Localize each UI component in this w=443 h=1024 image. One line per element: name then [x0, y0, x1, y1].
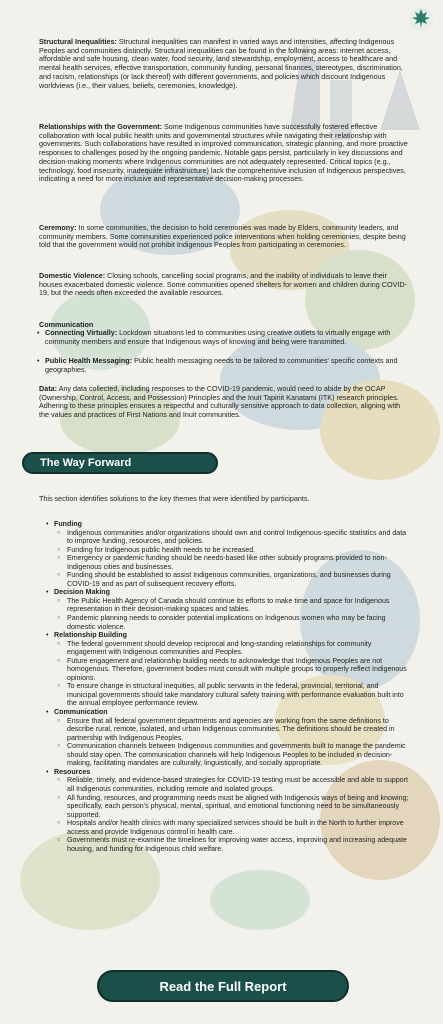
- way-forward-button[interactable]: The Way Forward: [22, 452, 218, 474]
- list-item: ○ Governments must re-examine the timelines for improving water access, improving and increasing adequate housing, and funding for Indigenous child welfare.: [54, 836, 409, 853]
- list-item: ○ Hospitals and/or health clinics with many specialized services should be built in the North to further improve access and provide Indigenous control in health care.: [54, 819, 409, 836]
- structural-inequalities-paragraph: Structural Inequalities: Structural inequalities can manifest in varied ways and intensities, affecting Indigenous Peoples and communities distinctly. Structural inequalities can be found in the following areas: internet access, affordable and safe housing, clean water, food security, land stewardship, employment, access to healthcare and mental health services, effective transportation, community funding, personal finances, stereotypes, discrimination, and racism, relationships (or lack thereof) with different governments, and policies which discount Indigenous worldviews (i.e., their values, beliefs, ceremonies, knowledge).: [39, 37, 403, 90]
- category-funding: • Funding: [54, 520, 409, 529]
- domestic-violence-paragraph: Domestic Violence: Closing schools, cancelling social programs, and the inability of individuals to leave their houses exacerbated domestic violence. Some communities opened shelters for women and children during COVID-19, but the needs often exceeded the available resources.: [39, 271, 407, 298]
- list-item: ○ Reliable, timely, and evidence-based strategies for COVID-19 testing must be accessible and able to support all Indigenous communities, including remote and isolated groups.: [54, 776, 409, 793]
- data-paragraph: Data: Any data collected, including responses to the COVID-19 pandemic, would need to abide by the OCAP (Ownership, Control, Access, and Possession) Principles and the Inuit Tapiriit Kanatami (ITK) research principles. Adhering to these principles ensures a respectful and culturally sensitive approach to data collection, aligning with the values and practices of First Nations and Inuit communities.: [39, 384, 401, 420]
- connecting-virtually-bullet: • Connecting Virtually: Lockdown situations led to communities using creative outlets to virtually engage with community members and ensure that Indigenous ways of knowing and being were transmitted.: [45, 329, 405, 346]
- way-forward-list: [54, 520, 409, 853]
- category-relationship-building: • Relationship Building: [54, 631, 409, 640]
- ceremony-paragraph: Ceremony: In some communities, the decision to hold ceremonies was made by Elders, community leaders, and community members. Some communities experienced police interventions when holding ceremonies, despite being told that the government would not prohibit Indigenous Peoples from participating in ceremonies.: [39, 223, 406, 250]
- government-relationships-paragraph: Relationships with the Government: Some Indigenous communities have successfully fostered effective collaboration with local public health units and governmental structures while navigating their relationship with governments. Such collaborations have resulted in improved communication, strategic planning, and more proactive responses to challenges posed by the ongoing pandemic. Notable gaps persist, particularly in key discussions and decision-making moments where Indigenous communities are not adequately represented. Critical topics (e.g., technology, food insecurity, inadequate infrastructure) lack the comprehensive inclusion of Indigenous perspectives, indicating a need for more inclusive and representative decision-making processes.: [39, 122, 408, 184]
- read-full-report-button[interactable]: Read the Full Report: [97, 970, 349, 1002]
- list-item: ○ Future engagement and relationship building needs to acknowledge that Indigenous Peoples are not homogenous. Therefore, government bodies must consult with multiple groups to properly reflect Indigenous opinions.: [54, 657, 409, 683]
- list-item: ○ Funding for Indigenous public health needs to be increased.: [54, 546, 409, 555]
- leaf-logo-icon: [408, 6, 434, 32]
- way-forward-intro: This section identifies solutions to the key themes that were identified by participants.: [39, 494, 310, 503]
- list-item: ○ To ensure change in structural inequities, all public servants in the federal, provincial, territorial, and municipal governments should take mandatory cultural safety training with performance evaluation built into the annual employee performance review.: [54, 682, 409, 708]
- list-item: ○ Pandemic planning needs to consider potential implications on Indigenous women who may be facing domestic violence.: [54, 614, 409, 631]
- category-communication: • Communication: [54, 708, 409, 717]
- category-decision-making: • Decision Making: [54, 588, 409, 597]
- list-item: ○ All funding, resources, and programming needs must be aligned with Indigenous ways of being and knowing; specifically, each person's physical, mental, spiritual, and emotional functioning need to be simultaneously supported.: [54, 794, 409, 820]
- list-item: ○ Ensure that all federal government departments and agencies are working from the same definitions to describe rural, remote, isolated, and urban Indigenous communities. The definitions should be created in partnership with Indigenous Peoples.: [54, 717, 409, 743]
- list-item: ○ The federal government should develop reciprocal and long-standing relationships for community engagement with Indigenous communities and Peoples.: [54, 640, 409, 657]
- category-resources: • Resources: [54, 768, 409, 777]
- list-item: ○ The Public Health Agency of Canada should continue its efforts to make time and space for Indigenous representation in their decision-making spaces and tables.: [54, 597, 409, 614]
- communication-heading: Communication: [39, 320, 94, 329]
- public-health-messaging-bullet: • Public Health Messaging: Public health messaging needs to be tailored to communities' specific contexts and geographies.: [45, 357, 405, 374]
- list-item: ○ Communication channels between Indigenous communities and governments built to manage the pandemic should stay open. The communication channels will help Indigenous Peoples to be included in decision-making, facilitating mandates are culturally, linguistically, and socially appropriate.: [54, 742, 409, 768]
- list-item: ○ Funding should be established to assist Indigenous communities, organizations, and businesses during COVID-19 and as part of subsequent recovery efforts.: [54, 571, 409, 588]
- list-item: ○ Indigenous communities and/or organizations should own and control Indigenous-specific statistics and data to improve funding, resources, and policies.: [54, 529, 409, 546]
- list-item: ○ Emergency or pandemic funding should be needs-based like other subsidy programs provided to non-Indigenous cities and businesses.: [54, 554, 409, 571]
